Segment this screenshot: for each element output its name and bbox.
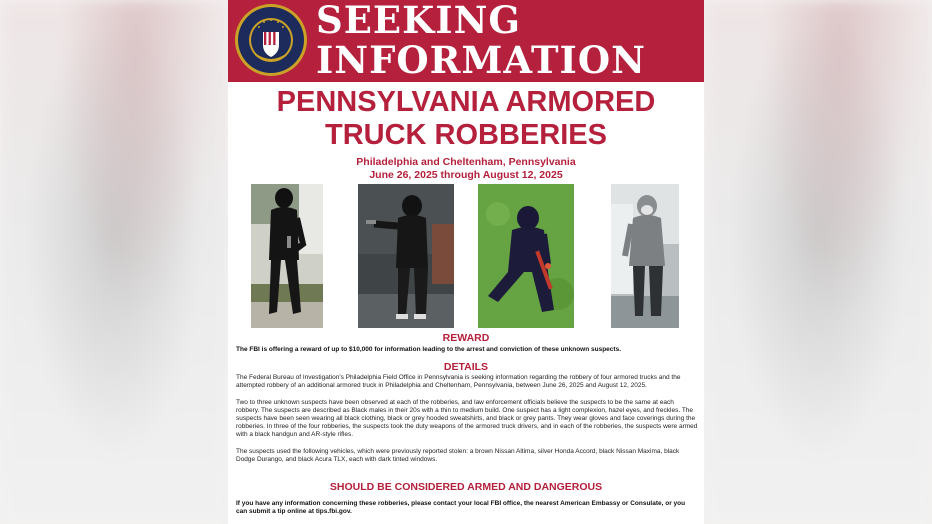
page-title [228, 86, 704, 152]
details-paragraph-3: The suspects used the following vehicles, which were previously reported stolen: a brown Nissan Altima, silver Honda Accord, black Nissan Maxima, black Dodge Durango, and black Acura TLX, each with dark tinted windows. [236, 448, 680, 463]
details-paragraph-1: The Federal Bureau of Investigation's Philadelphia Field Office in Pennsylvania is seeking information regarding the robbery of four armored trucks and the attempted robbery of an additional armored truck in Philadelphia and Cheltenham, Pennsylvania, between June 26, 2025 and August 12, 2025. [236, 374, 681, 389]
suspect-photo-1 [251, 184, 323, 328]
fbi-seal-icon [234, 3, 308, 77]
warning-heading: SHOULD BE CONSIDERED ARMED AND DANGEROUS [329, 481, 603, 493]
banner-title-line1: SEEKING [316, 0, 522, 42]
suspect-photo-3 [478, 184, 574, 328]
reward-heading: REWARD [442, 332, 490, 344]
dates-text: June 26, 2025 through August 12, 2025 [369, 168, 563, 181]
warning-text: If you have any information concerning these robberies, please contact your local FBI office, the nearest American Embassy or Consulate, or you can submit a tip online at tips.fbi.gov. [236, 500, 686, 515]
reward-text: The FBI is offering a reward of up to $10,000 for information leading to the arrest and conviction of these unknown suspects. [236, 346, 622, 353]
banner-title-line2: INFORMATION [316, 38, 646, 82]
wanted-poster [228, 0, 704, 524]
blurred-background-left [0, 0, 228, 524]
suspect-photo-2 [358, 184, 454, 328]
headline-line2: TRUCK ROBBERIES [325, 119, 607, 151]
headline-line1: PENNSYLVANIA ARMORED [276, 86, 656, 118]
location-text: Philadelphia and Cheltenham, Pennsylvania [356, 156, 576, 168]
subheading [228, 156, 704, 181]
details-heading: DETAILS [443, 361, 489, 373]
blurred-background-right [704, 0, 932, 524]
banner [228, 0, 704, 82]
details-paragraph-2: Two to three unknown suspects have been observed at each of the robberies, and law enforcement officials believe the suspects to be the same at each robbery. The suspects are described as Black males in their 20s with a thin to medium build. One suspect has a light complexion, hazel eyes, and freckles. The suspects have been seen wearing all black clothing, black or grey hooded sweatshirts, and black or grey pants. They wear gloves and face coverings during the robberies. In three of the four robberies, the suspects took the duty weapons of the armored truck drivers, and in each of the robberies, the suspects were armed with a black handgun and AR-style rifles. [236, 399, 698, 438]
suspect-photo-4 [611, 184, 679, 328]
banner-title [316, 0, 646, 80]
